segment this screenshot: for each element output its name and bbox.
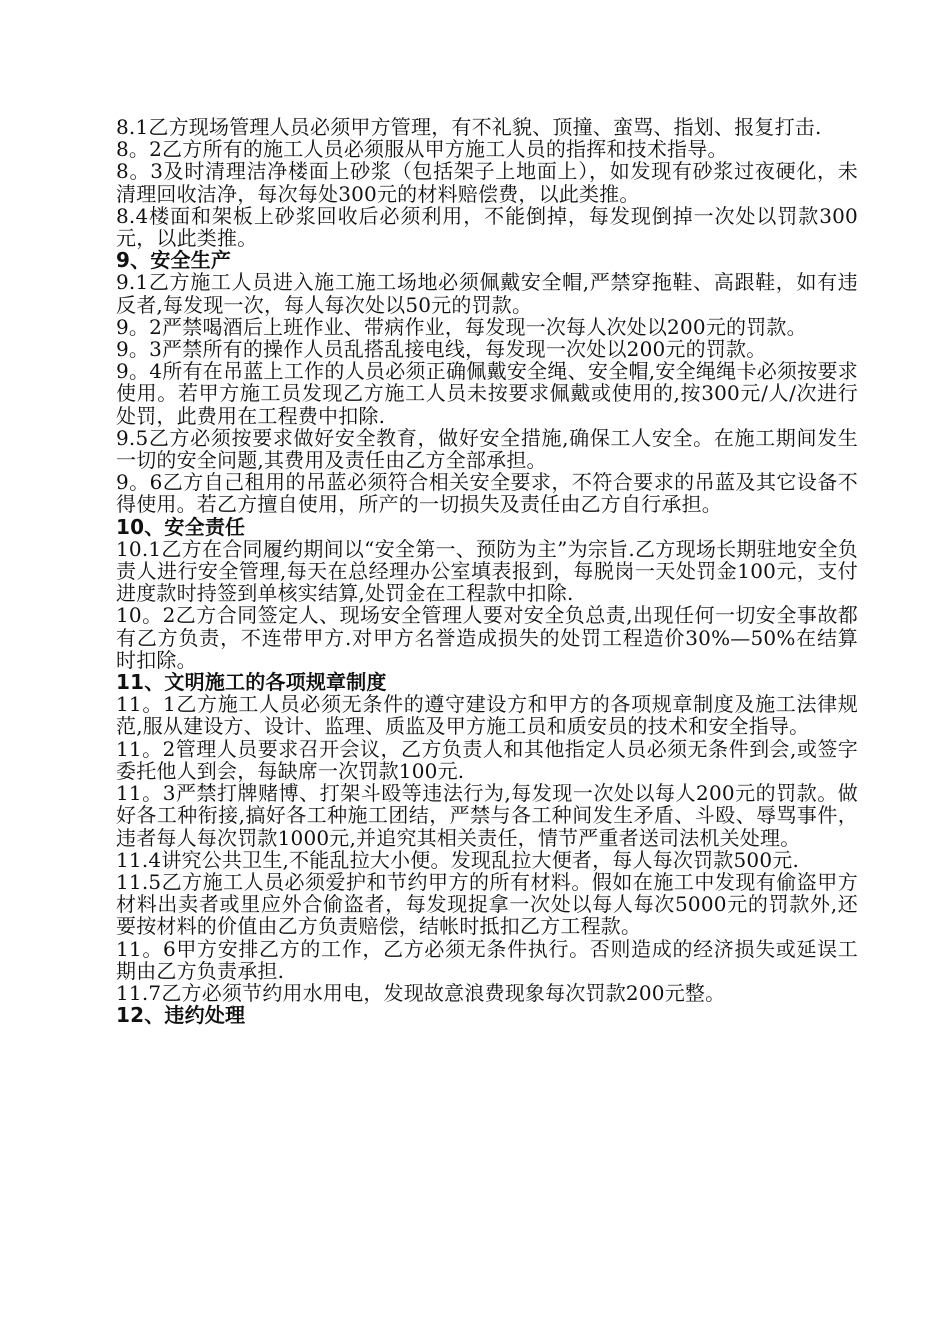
section-heading-9: 9、安全生产	[116, 248, 232, 273]
clause-8-4: 8.4楼面和架板上砂浆回收后必须利用，不能倒掉，每发现倒掉一次处以罚款300元，以此类推。	[116, 203, 858, 251]
clause-9-2: 9。2严禁喝酒后上班作业、带病作业，每发现一次每人次处以200元的罚款。	[116, 314, 807, 339]
section-heading-11: 11、文明施工的各项规章制度	[116, 670, 387, 695]
clause-10-1: 10.1乙方在合同履约期间以“安全第一、预防为主”为宗旨.乙方现场长期驻地安全负责人进行安全管理,每天在总经理办公室填表报到，每脱岗一天处罚金100元，支付进度款时持签到单核实结算,处罚金在工程款中扣除.	[116, 536, 858, 606]
clause-11-5: 11.5乙方施工人员必须爱护和节约甲方的所有材料。假如在施工中发现有偷盗甲方材料出卖者或里应外合偷盗者，每发现捉拿一次处以每人每次5000元的罚款外,还要按材料的价值由乙方负责赔偿，结帐时抵扣乙方工程款。	[116, 869, 858, 939]
clause-9-4: 9。4所有在吊蓝上工作的人员必须正确佩戴安全绳、安全帽,安全绳绳卡必须按要求使用。若甲方施工员发现乙方施工人员未按要求佩戴或使用的,按300元/人/次进行处罚，此费用在工程费中扣除.	[116, 359, 858, 428]
clause-9-5: 9.5乙方必须按要求做好安全教育，做好安全措施,确保工人安全。在施工期间发生一切的安全问题,其费用及责任由乙方全部承担。	[116, 425, 858, 473]
clause-11-3: 11。3严禁打牌赌博、打架斗殴等违法行为,每发现一次处以每人200元的罚款。做好各工种衔接,搞好各工种施工团结，严禁与各工种间发生矛盾、斗殴、辱骂事件，违者每人每次罚款1000元,并追究其相关责任，情节严重者送司法机关处理。	[116, 781, 858, 850]
clause-11-6: 11。6甲方安排乙方的工作，乙方必须无条件执行。否则造成的经济损失或延误工期由乙方负责承担.	[116, 936, 858, 983]
clause-9-3: 9。3严禁所有的操作人员乱搭乱接电线，每发现一次处以200元的罚款。	[116, 337, 767, 362]
clause-11-4: 11.4讲究公共卫生,不能乱拉大小便。发现乱拉大便者，每人每次罚款500元.	[116, 847, 800, 872]
clause-8-3: 8。3及时清理洁净楼面上砂浆（包括架子上地面上），如发现有砂浆过夜硬化，未清理回收洁净，每次每处300元的材料赔偿费，以此类推。	[116, 159, 858, 206]
clause-8-2: 8。2乙方所有的施工人员必须服从甲方施工人员的指挥和技术指导。	[116, 137, 728, 162]
clause-11-2: 11。2管理人员要求召开会议，乙方负责人和其他指定人员必须无条件到会,或签字委托他人到会，每缺席一次罚款100元.	[116, 736, 858, 783]
clause-8-1: 8.1乙方现场管理人员必须甲方管理，有不礼貌、顶撞、蛮骂、指划、报复打击.	[116, 115, 822, 139]
section-heading-10: 10、安全责任	[116, 514, 246, 539]
clause-9-6: 9。6乙方自己租用的吊蓝必须符合相关安全要求，不符合要求的吊蓝及其它设备不得使用。若乙方擅自使用，所产的一切损失及责任由乙方自行承担。	[116, 470, 858, 517]
clause-11-7: 11.7乙方必须节约用水用电，发现故意浪费现象每次罚款200元整。	[116, 980, 726, 1005]
clause-11-1: 11。1乙方施工人员必须无条件的遵守建设方和甲方的各项规章制度及施工法律规范,服从建设方、设计、监理、质监及甲方施工员和质安员的技术和安全指导。	[116, 692, 858, 739]
section-heading-12: 12、违约处理	[116, 1003, 246, 1028]
clause-9-1: 9.1乙方施工人员进入施工施工场地必须佩戴安全帽,严禁穿拖鞋、高跟鞋，如有违反者,每发现一次，每人每次处以50元的罚款。	[116, 270, 858, 317]
document-page	[116, 116, 858, 1026]
clause-10-2: 10。2乙方合同签定人、现场安全管理人要对安全负总责,出现任何一切安全事故都有乙方负责，不连带甲方.对甲方名誉造成损失的处罚工程造价30%—50%在结算时扣除。	[116, 603, 858, 672]
